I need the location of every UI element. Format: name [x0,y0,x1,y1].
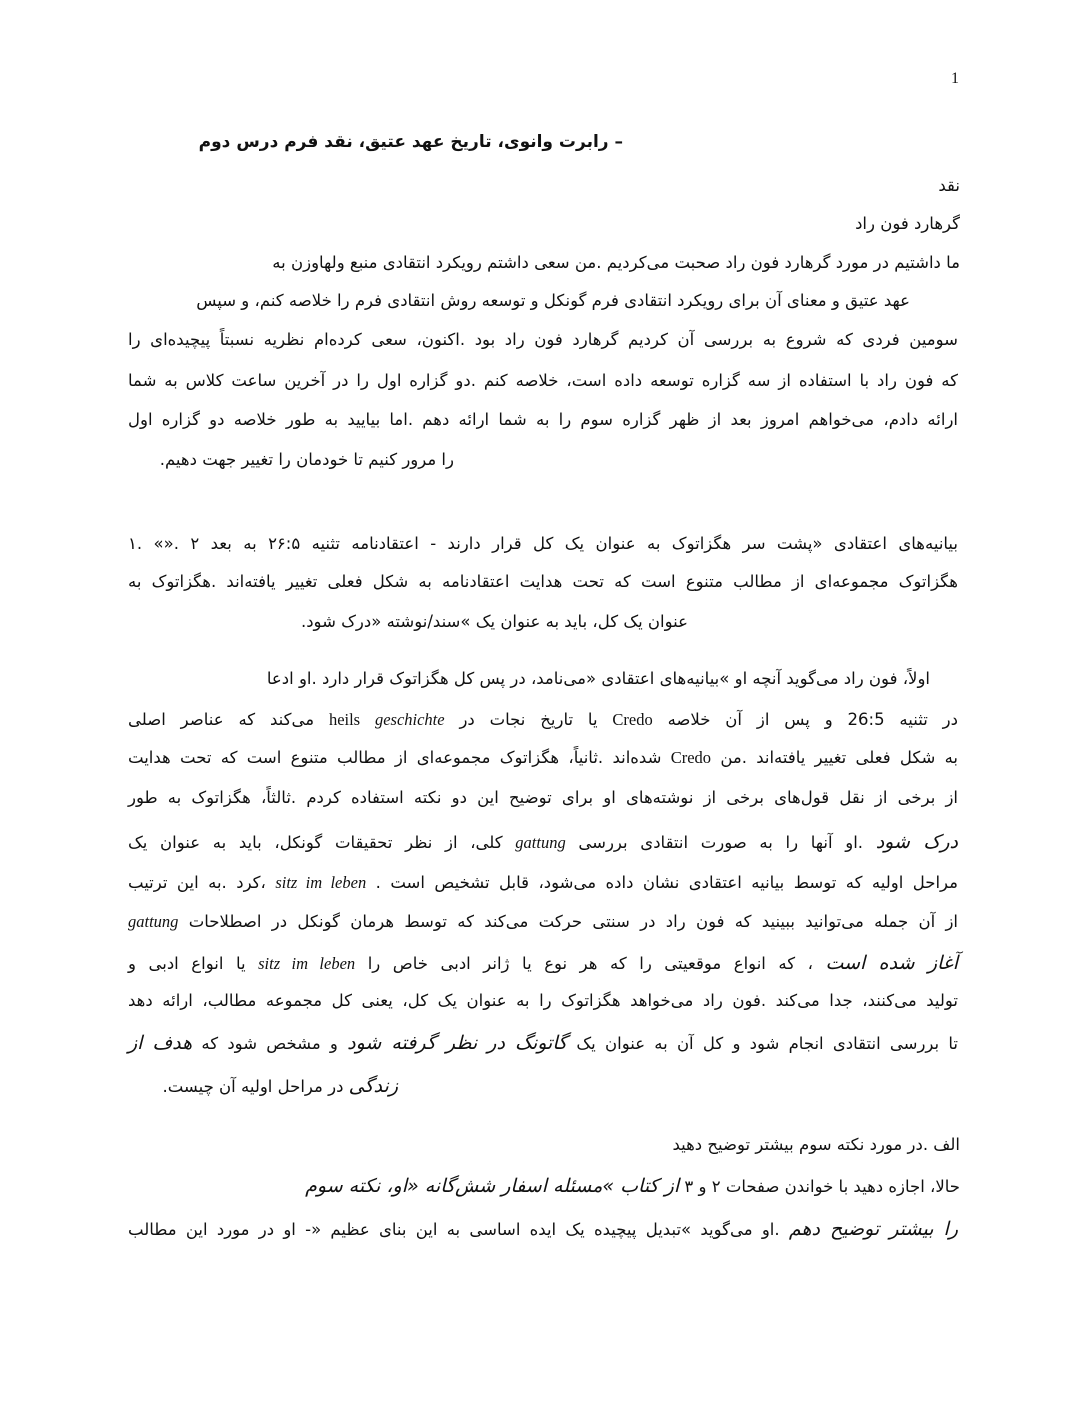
point-1-line-3: عنوان یک کل، باید به عنوان یک »سند/نوشته «درک شود. [300,612,688,631]
p2l8-text-b: ، که انواع موقعیتی را که هر نوع یا ژانر ادبی خاص را [367,954,813,973]
paragraph-2-line-8 [128,952,958,975]
emphasis-purpose: هدف از [128,1032,193,1054]
emphasis-explain: را بیشتر توضیح دهم [788,1218,958,1240]
paragraph-1-line-5: ارائه دادم، می‌خواهم امروز بعد از ظهر گزاره سوم را به شما ارائه دهم .اما بیایید به طور خلاصه دو گزاره اول [128,410,958,429]
p3l1-text-a: حالا، اجازه دهید با خواندن صفحات ۲ و ۳ [684,1177,960,1196]
emphasis-life: زندگی [348,1075,398,1097]
p2l6-text-a: مراحل اولیه که توسط بیانیه اعتقادی نشان داده می‌شود، قابل تشخیص است . [375,873,958,892]
p2l2-text-a: در تثنیه 26:5 و پس از آن خلاصه [667,710,958,729]
paragraph-2-line-10 [128,1032,958,1055]
paragraph-2-line-11 [162,1075,398,1098]
paragraph-1-line-3: سومین فردی که شروع به بررسی آن کردیم گرهارد فون راد بود .اکنون، سعی کرده‌ام نظریه نسبتاً پیچیده‌ای را [128,330,958,349]
p2l10-text-c: و مشخص شود که [201,1034,338,1053]
subpoint-a: الف .در مورد نکته سوم بیشتر توضیح دهید [672,1135,960,1154]
p2l5-text-d: کلی، از نظر تحقیقات گونکل، باید به عنوان یک [128,833,503,852]
paragraph-2-line-9: تولید می‌کنند، جدا می‌کند .فون راد می‌خواهد هگزاتوک را به عنوان یک کل، یعنی کل مجموعه مطالب، ارائه دهد [128,991,958,1010]
page-number: 1 [951,70,959,87]
subheading: گرهارد فون راد [855,214,960,233]
sitz-im-leben-term: sitz im leben [275,873,367,892]
paragraph-2-line-4: از برخی از نقل قول‌های برخی از نوشته‌های او برای توضیح این دو نکته استفاده کردم .ثالثاً، هگزاتوک به طور [128,788,958,807]
paragraph-2-line-7 [128,911,958,933]
p2l10-text-a: تا بررسی انتقادی انجام شود و کل آن به عنوان یک [576,1034,958,1053]
emphasis-book-title: از کتاب »مسئله اسفار شش‌گانه «او، نکته سوم [305,1175,680,1197]
p2l6-text-c: ،کرد .به این ترتیب [128,873,266,892]
paragraph-2-line-1: اولاً، فون راد می‌گوید آنچه او »بیانیه‌های اعتقادی «می‌نامد، در پس کل هگزاتوک قرار دارد .او ادعا [266,669,930,688]
point-1-line-2: هگزاتوک مجموعه‌ای از مطالب متنوع است که تحت هدایت اعتقادنامه به شکل فعلی تغییر یافته‌اند .هگزاتوک به [128,572,958,591]
credo-term: Credo [612,710,653,729]
heils-term: heils [328,710,361,729]
paragraph-1-line-6: را مرور کنیم تا خودمان را تغییر جهت دهیم. [159,450,454,469]
paragraph-2-line-5 [128,831,958,854]
paragraph-2-line-3 [128,747,958,769]
paragraph-3-line-1 [305,1175,960,1198]
paragraph-1-line-1: ما داشتیم در مورد گرهارد فون راد صحبت می‌کردیم .من سعی داشتم رویکرد انتقادی منبع ولهاوزن به [272,253,960,272]
gattung-term-2: gattung [128,912,179,931]
p2l3-text-a: به شکل فعلی تغییر یافته‌اند .من [720,748,959,767]
p3l2-text-b: .او می‌گوید »تبدیل پیچیده یک ایده اساسی به این بنای عظیم «- او در مورد این مطالب [128,1220,780,1239]
p2l5-text-b: .او آنها را به صورت انتقادی بررسی [578,833,864,852]
p2l2-text-c: یا تاریخ نجات در [459,710,598,729]
emphasis-initiated: آغاز شده است [825,952,959,974]
paragraph-1-line-2: عهد عتیق و معنای آن برای رویکرد انتقادی فرم گونکل و توسعه روش انتقادی فرم را خلاصه کنم، و سپس [196,291,910,310]
emphasis-gattung: گاتونگ در نظر گرفته شود [347,1032,568,1054]
emphasis-understood: درک شود [875,831,958,853]
p2l8-text-d: یا انواع ادبی و [128,954,246,973]
paragraph-2-line-2 [128,709,958,731]
gattung-term: gattung [515,833,566,852]
point-1-line-1: بیانیه‌های اعتقادی «پشت سر هگزاتوک به عنوان یک کل قرار دارند - اعتقادنامه تثنیه ۲۶:۵ به بعد ۲ .«» .۱ [128,534,959,553]
p2l11-text-b: در مراحل اولیه آن چیست. [162,1077,344,1096]
paragraph-2-line-6 [128,872,958,894]
p2l7-text-a: از آن جمله می‌توانید ببینید که فون راد در سنتی حرکت می‌کند که توسط هرمان گونکل در اصطلاحات [188,912,959,931]
geschichte-term: geschichte [374,710,445,729]
section-label: نقد [938,176,960,195]
p2l3-text-c: شده‌اند .ثانیاً، هگزاتوک مجموعه‌ای از مطالب متنوع است که تحت هدایت [128,748,662,767]
sitz-im-leben-term-2: sitz im leben [258,954,356,973]
document-title: – رابرت وانوی، تاریخ عهد عتیق، نقد فرم درس دوم [198,132,623,152]
p2l2-text-f: می‌کند که عناصر اصلی [128,710,315,729]
paragraph-3-line-2 [128,1218,958,1241]
credo-term-2: Credo [670,748,712,767]
paragraph-1-line-4: که فون راد با استفاده از سه گزاره توسعه داده است، خلاصه کنم .دو گزاره اول را در آخرین ساعت کلاس به شما [128,371,958,390]
